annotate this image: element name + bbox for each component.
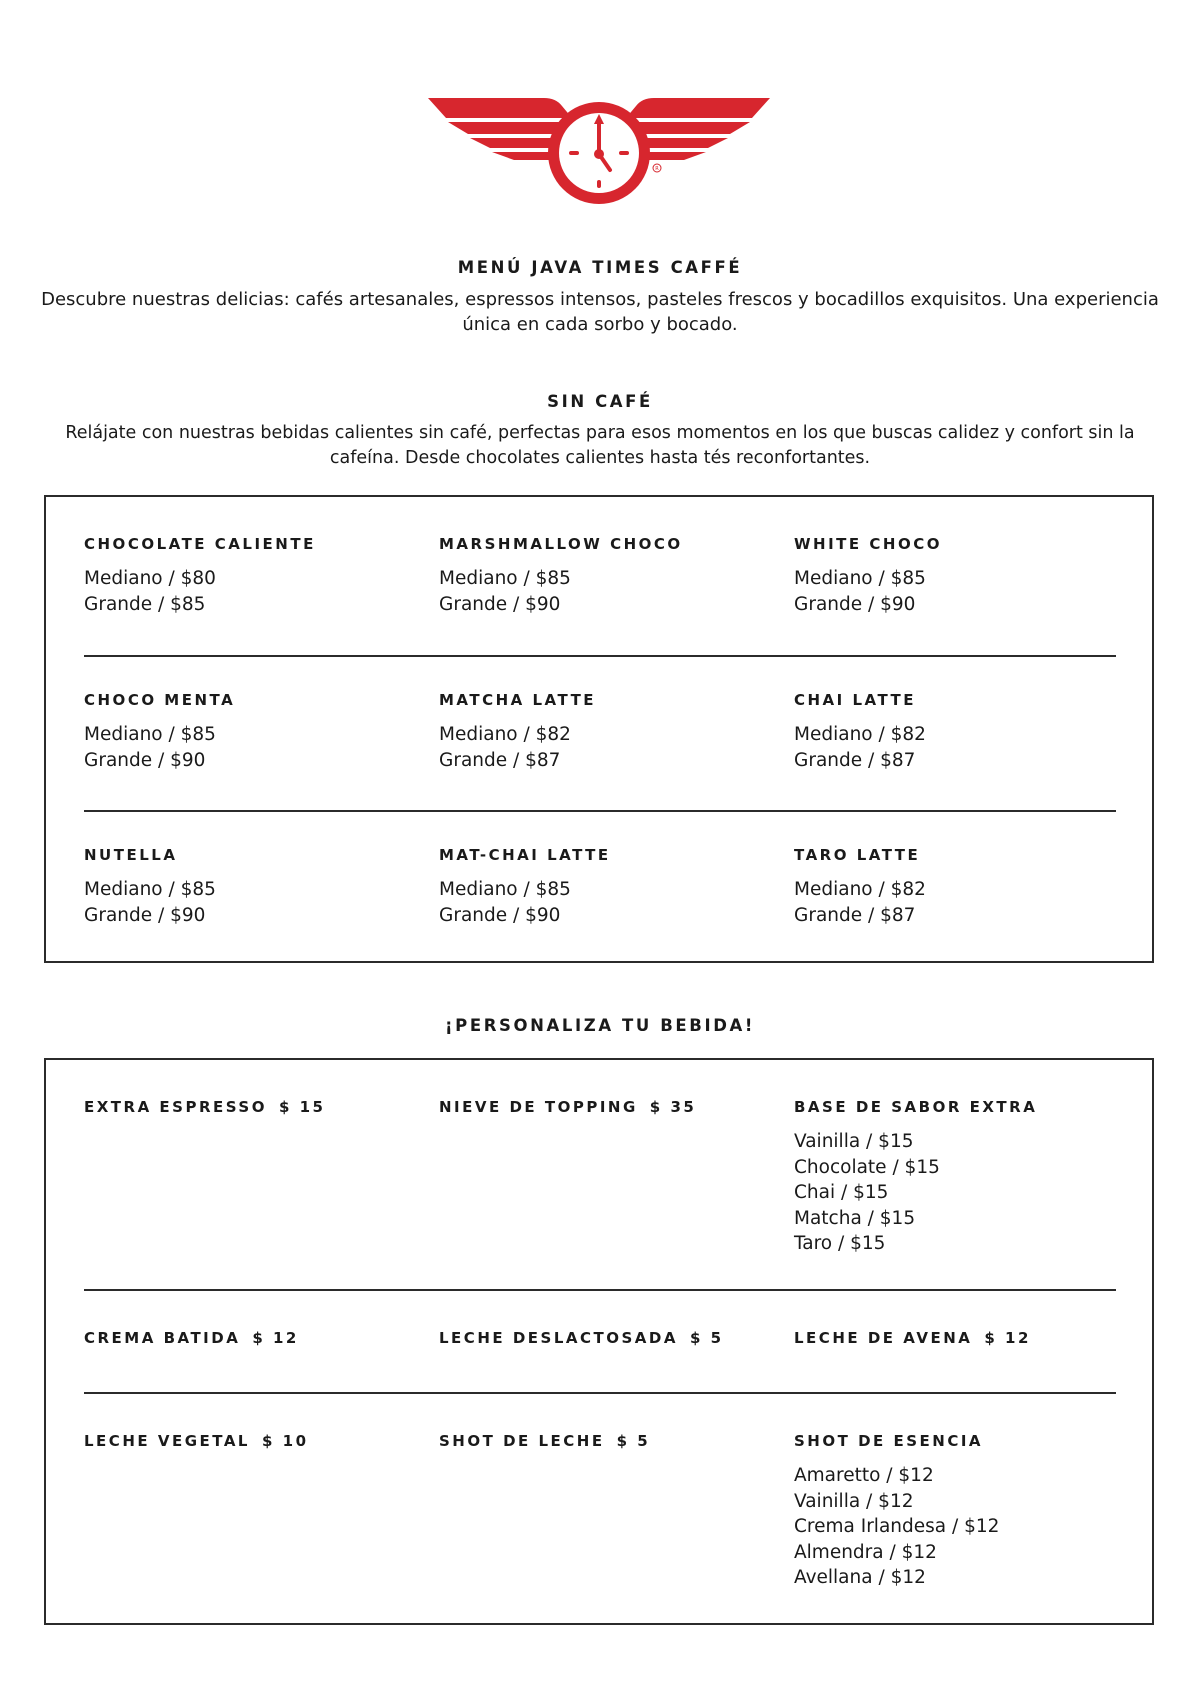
item-price: $ 10 bbox=[261, 1432, 309, 1450]
personaliza-header bbox=[40, 1016, 1160, 1035]
item-option: Mediano / $82 bbox=[794, 879, 926, 900]
page-title: MENÚ JAVA TIMES CAFFÉ bbox=[457, 258, 743, 277]
item-option: Chocolate / $15 bbox=[794, 1156, 940, 1178]
menu-item bbox=[439, 1329, 779, 1347]
item-option: Mediano / $85 bbox=[84, 724, 216, 745]
menu-item bbox=[84, 691, 424, 773]
item-name: CHOCO MENTA bbox=[84, 691, 236, 709]
menu-item bbox=[794, 1329, 1134, 1347]
item-option: Mediano / $85 bbox=[84, 879, 216, 900]
item-name: WHITE CHOCO bbox=[794, 535, 942, 553]
item-name: LECHE DESLACTOSADA bbox=[439, 1329, 678, 1347]
menu-item bbox=[439, 1098, 779, 1116]
item-option: Almendra / $12 bbox=[794, 1541, 937, 1563]
menu-item bbox=[439, 846, 779, 928]
menu-item bbox=[439, 691, 779, 773]
item-name: NIEVE DE TOPPING bbox=[439, 1098, 638, 1116]
menu-item bbox=[794, 1432, 1134, 1591]
row-divider bbox=[84, 1392, 1116, 1394]
menu-item bbox=[84, 535, 424, 617]
menu-item bbox=[84, 1329, 424, 1347]
item-name: LECHE VEGETAL bbox=[84, 1432, 250, 1450]
item-price: $ 12 bbox=[252, 1329, 299, 1347]
item-option: Mediano / $82 bbox=[794, 724, 926, 745]
svg-text:R: R bbox=[655, 166, 659, 172]
section-title: ¡PERSONALIZA TU BEBIDA! bbox=[445, 1016, 755, 1035]
item-name: MATCHA LATTE bbox=[439, 691, 597, 709]
section-title: SIN CAFÉ bbox=[547, 392, 653, 411]
item-option: Vainilla / $12 bbox=[794, 1490, 914, 1512]
menu-item bbox=[794, 535, 1134, 617]
sin-cafe-menu-box bbox=[44, 495, 1154, 963]
item-price: $ 5 bbox=[616, 1432, 651, 1450]
item-price: $ 15 bbox=[278, 1098, 326, 1116]
item-option: Mediano / $85 bbox=[439, 568, 571, 589]
item-price: $ 5 bbox=[689, 1329, 724, 1347]
sin-cafe-header bbox=[40, 392, 1160, 471]
item-name: NUTELLA bbox=[84, 846, 178, 864]
item-option: Grande / $90 bbox=[439, 904, 561, 926]
item-option: Grande / $87 bbox=[794, 904, 916, 926]
item-name: SHOT DE LECHE bbox=[439, 1432, 605, 1450]
item-option: Grande / $87 bbox=[439, 749, 561, 771]
menu-header bbox=[40, 258, 1160, 337]
menu-item bbox=[439, 1432, 779, 1450]
item-option: Avellana / $12 bbox=[794, 1567, 926, 1588]
menu-item bbox=[84, 1432, 424, 1450]
menu-item bbox=[794, 1098, 1134, 1257]
item-name: TARO LATTE bbox=[794, 846, 921, 864]
row-divider bbox=[84, 810, 1116, 812]
menu-item bbox=[439, 535, 779, 617]
item-option: Grande / $85 bbox=[84, 593, 206, 615]
menu-item bbox=[84, 1098, 424, 1116]
item-option: Grande / $90 bbox=[84, 904, 206, 926]
item-option: Mediano / $85 bbox=[439, 879, 571, 900]
item-option: Amaretto / $12 bbox=[794, 1465, 934, 1486]
item-name: MARSHMALLOW CHOCO bbox=[439, 535, 683, 553]
winged-clock-logo bbox=[424, 90, 774, 220]
item-option: Mediano / $82 bbox=[439, 724, 571, 745]
row-divider bbox=[84, 1289, 1116, 1291]
menu-item bbox=[794, 846, 1134, 928]
item-name: LECHE DE AVENA bbox=[794, 1329, 973, 1347]
menu-item bbox=[794, 691, 1134, 773]
item-name: BASE DE SABOR EXTRA bbox=[794, 1098, 1038, 1116]
personaliza-menu-box bbox=[44, 1058, 1154, 1625]
item-option: Grande / $90 bbox=[84, 749, 206, 771]
item-name: MAT-CHAI LATTE bbox=[439, 846, 611, 864]
item-price: $ 35 bbox=[649, 1098, 697, 1116]
section-description: Relájate con nuestras bebidas calientes sin café, perfectas para esos momentos en los que buscas calidez y confort sin la cafeína. Desde chocolates calientes hasta tés reconfortantes. bbox=[65, 423, 1135, 468]
item-name: EXTRA ESPRESSO bbox=[84, 1098, 267, 1116]
page-description: Descubre nuestras delicias: cafés artesanales, espressos intensos, pasteles frescos y bocadillos exquisitos. Una experiencia única en cada sorbo y bocado. bbox=[41, 289, 1159, 335]
item-name: CHAI LATTE bbox=[794, 691, 917, 709]
item-option: Taro / $15 bbox=[794, 1233, 886, 1254]
row-divider bbox=[84, 655, 1116, 657]
item-option: Chai / $15 bbox=[794, 1182, 889, 1203]
item-option: Grande / $90 bbox=[439, 593, 561, 615]
item-price: $ 12 bbox=[984, 1329, 1031, 1347]
item-option: Matcha / $15 bbox=[794, 1207, 916, 1229]
item-name: CHOCOLATE CALIENTE bbox=[84, 535, 316, 553]
item-option: Grande / $90 bbox=[794, 593, 916, 615]
item-name: SHOT DE ESENCIA bbox=[794, 1432, 984, 1450]
item-option: Crema Irlandesa / $12 bbox=[794, 1516, 1000, 1537]
item-name: CREMA BATIDA bbox=[84, 1329, 241, 1347]
item-option: Mediano / $85 bbox=[794, 568, 926, 589]
item-option: Mediano / $80 bbox=[84, 568, 216, 589]
item-option: Grande / $87 bbox=[794, 749, 916, 771]
item-option: Vainilla / $15 bbox=[794, 1131, 914, 1152]
menu-item bbox=[84, 846, 424, 928]
